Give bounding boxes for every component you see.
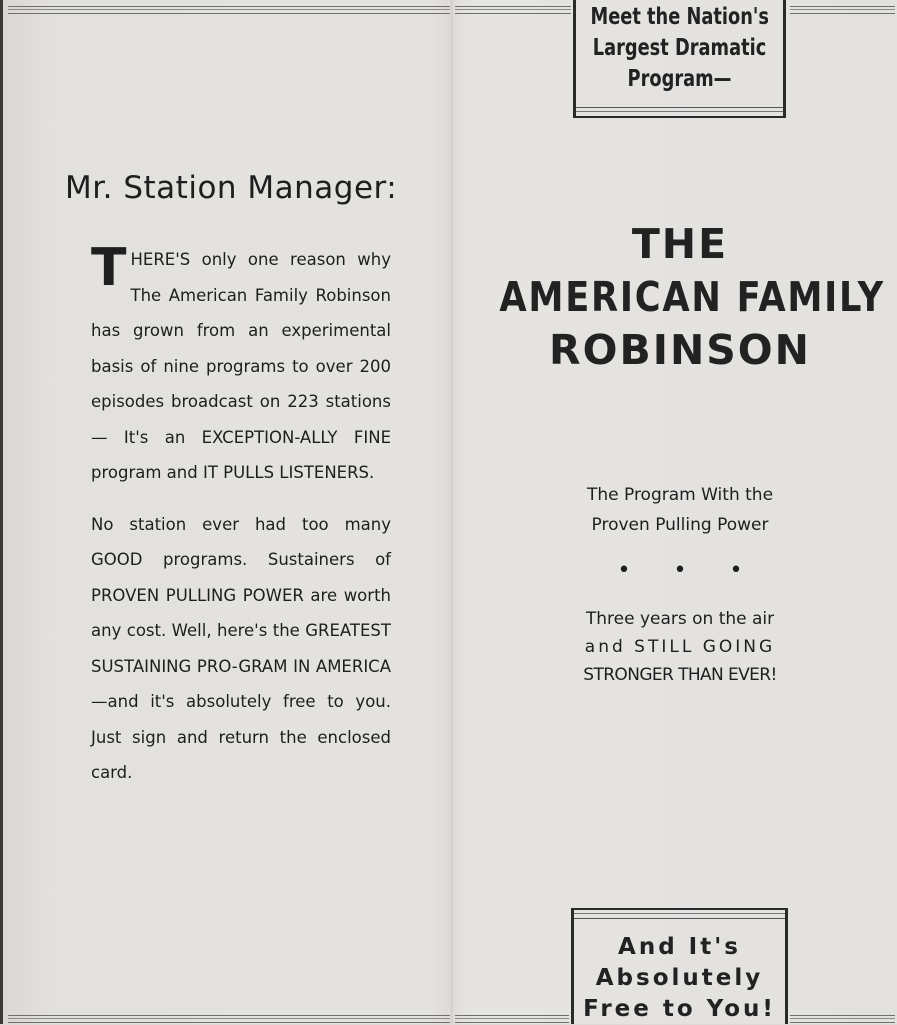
years-statement [530,605,830,689]
years-line-2: and STILL GOING [584,637,776,657]
top-rule-mid [455,6,571,14]
title-line-2: AMERICAN FAMILY [499,273,885,321]
free-line-1: And It's [618,934,741,960]
intro-line-1: Meet the Nation's [590,4,769,30]
intro-box-text [590,2,768,95]
years-line-1: Three years on the air [585,609,775,629]
title-line-3: ROBINSON [549,326,811,374]
dot-divider: • • • [617,558,761,583]
intro-line-3: Program— [627,66,732,92]
intro-box-rule [576,107,783,118]
years-line-3: STRONGER THAN EVER! [583,665,777,685]
free-box-text [574,932,785,1025]
tagline-line-1: The Program With the [586,485,774,505]
bottom-rule-left [8,1015,450,1023]
program-title [470,218,890,377]
free-line-2: Absolutely [595,965,764,991]
center-fold [451,0,453,1024]
intro-box [573,0,786,118]
body-copy [91,238,391,791]
free-line-3: Free to You! [583,996,776,1022]
page-edge [0,0,3,1024]
drop-cap: T [91,238,127,298]
top-rule-right [790,6,895,14]
tagline-line-2: Proven Pulling Power [591,515,769,535]
paragraph-1-text: HERE'S only one reason why The American Family Robinson has grown from an experimental basis of nine programs to over 200 episodes broadcast on 223 stations — It's an EXCEPTION-ALLY FINE program and IT PULLS LISTENERS. [91,250,391,482]
paragraph-1 [91,238,391,491]
free-box-rule [574,908,785,919]
paragraph-2: No station ever had too many GOOD programs. Sustainers of PROVEN PULLING POWER are worth any cost. Well, here's the GREATEST SUSTAINING PRO-GRAM IN AMERICA—and it's absolutely free to you. Just sign and return the enclosed card. [91,514,391,782]
bottom-rule-mid [455,1015,569,1023]
free-offer-box [571,908,788,1024]
intro-line-2: Largest Dramatic [592,35,767,61]
tagline [530,480,830,540]
bottom-rule-right [790,1015,895,1023]
title-line-1: THE [631,220,729,268]
top-rule-left [8,6,450,14]
salutation-heading: Mr. Station Manager: [65,170,398,206]
